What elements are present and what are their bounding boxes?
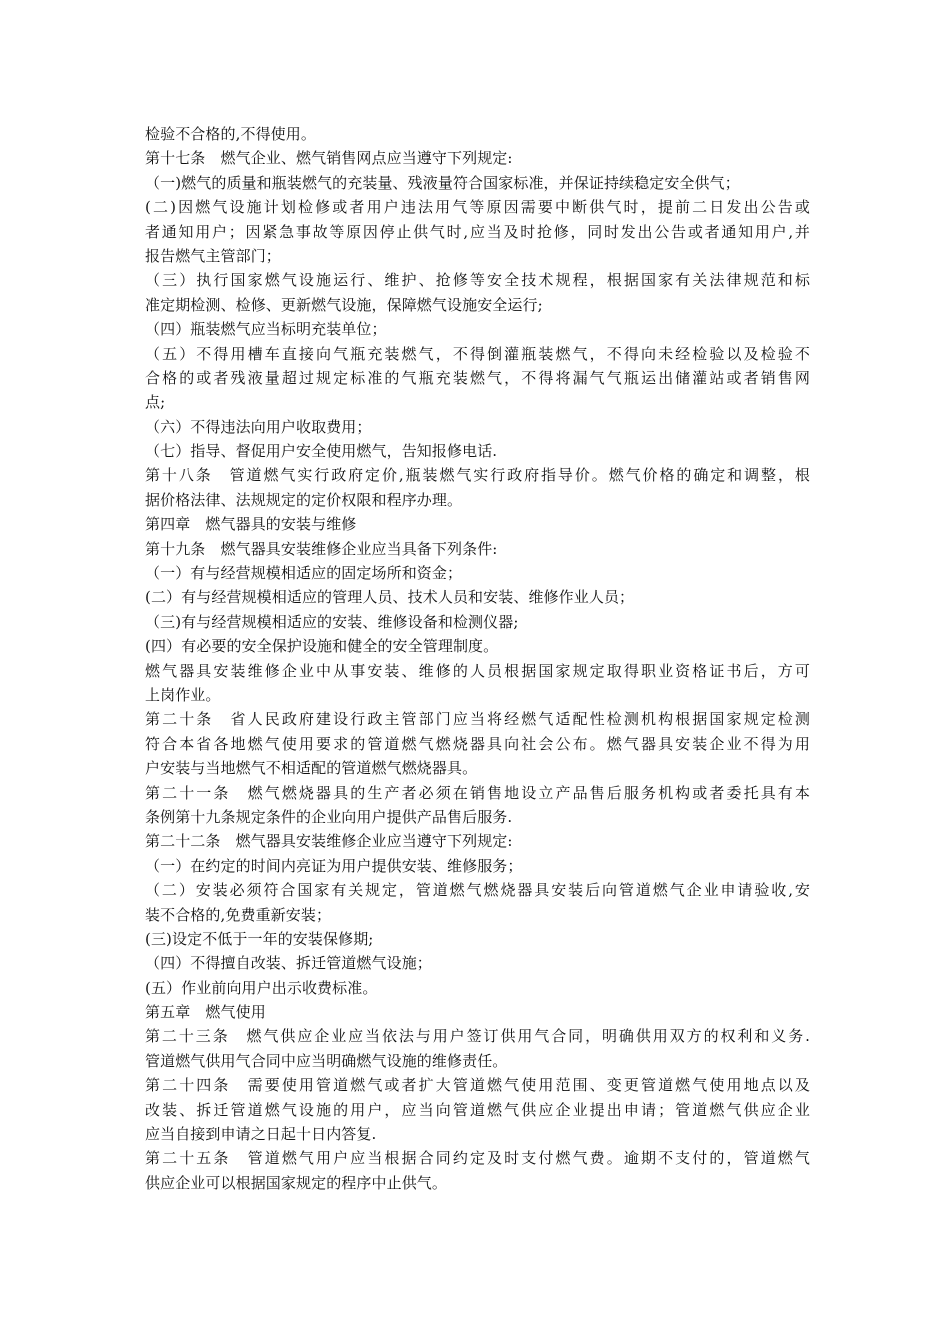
chapter-4-heading: 第四章 燃气器具的安装与维修 (145, 515, 357, 534)
document-body (145, 122, 810, 1195)
chapter-5-heading: 第五章 燃气使用 (145, 1003, 266, 1022)
text-line: （四）不得擅自改装、拆迁管道燃气设施； (145, 954, 432, 973)
article-21-heading: 第二十一条 燃气燃烧器具的生产者必须在销售地设立产品售后服务机构或者委托具有本 (145, 783, 810, 802)
text-line: 应当自接到申请之日起十日内答复. (145, 1125, 377, 1144)
text-line: (五）作业前向用户出示收费标准。 (145, 978, 378, 997)
text-line: 合格的或者残液量超过规定标准的气瓶充装燃气，不得将漏气气瓶运出储灌站或者销售网 (145, 368, 810, 387)
text-line: 供应企业可以根据国家规定的程序中止供气。 (145, 1173, 448, 1192)
text-line: （七）指导、督促用户安全使用燃气，告知报修电话. (145, 442, 498, 461)
text-line: 符合本省各地燃气使用要求的管道燃气燃烧器具向社会公布。燃气器具安装企业不得为用 (145, 734, 810, 753)
text-line: 改装、拆迁管道燃气设施的用户，应当向管道燃气供应企业提出申请；管道燃气供应企业 (145, 1100, 810, 1119)
text-line: 者通知用户；因紧急事故等原因停止供气时,应当及时抢修，同时发出公告或者通知用户,并 (145, 222, 810, 241)
article-25-heading: 第二十五条 管道燃气用户应当根据合同约定及时支付燃气费。逾期不支付的，管道燃气 (145, 1149, 810, 1168)
article-24-heading: 第二十四条 需要使用管道燃气或者扩大管道燃气使用范围、变更管道燃气使用地点以及 (145, 1076, 810, 1095)
text-line: 据价格法律、法规规定的定价权限和程序办理。 (145, 490, 463, 509)
article-19-heading: 第十九条 燃气器具安装维修企业应当具备下列条件: (145, 539, 498, 558)
article-18-heading: 第十八条 管道燃气实行政府定价,瓶装燃气实行政府指导价。燃气价格的确定和调整，根 (145, 466, 810, 485)
text-line: (二）有与经营规模相适应的管理人员、技术人员和安装、维修作业人员； (145, 588, 635, 607)
text-line: （一）有与经营规模相适应的固定场所和资金； (145, 564, 463, 583)
text-line: （一)燃气的质量和瓶装燃气的充装量、残液量符合国家标准，并保证持续稳定安全供气； (145, 173, 740, 192)
text-line: 检验不合格的,不得使用。 (145, 125, 316, 143)
text-line: (四）有必要的安全保护设施和健全的安全管理制度。 (145, 637, 499, 656)
text-line: (三)设定不低于一年的安装保修期; (145, 929, 374, 948)
text-line: 户安装与当地燃气不相适配的管道燃气燃烧器具。 (145, 759, 478, 778)
text-line: （一）在约定的时间内亮证为用户提供安装、维修服务； (145, 856, 523, 875)
text-line: （三）执行国家燃气设施运行、维护、抢修等安全技术规程，根据国家有关法律规范和标 (145, 271, 810, 290)
text-line: 燃气器具安装维修企业中从事安装、维修的人员根据国家规定取得职业资格证书后，方可 (145, 661, 810, 680)
article-22-heading: 第二十二条 燃气器具安装维修企业应当遵守下列规定: (145, 832, 513, 851)
text-line: （四）瓶装燃气应当标明充装单位； (145, 320, 387, 339)
text-line: 准定期检测、检修、更新燃气设施，保障燃气设施安全运行; (145, 295, 543, 314)
text-line: （六）不得违法向用户收取费用； (145, 417, 372, 436)
text-line: 管道燃气供用气合同中应当明确燃气设施的维修责任。 (145, 1051, 508, 1070)
article-17-heading: 第十七条 燃气企业、燃气销售网点应当遵守下列规定: (145, 149, 513, 168)
text-line: 条例第十九条规定条件的企业向用户提供产品售后服务. (145, 807, 513, 826)
article-23-heading: 第二十三条 燃气供应企业应当依法与用户签订供用气合同，明确供用双方的权利和义务. (145, 1027, 810, 1046)
article-20-heading: 第二十条 省人民政府建设行政主管部门应当将经燃气适配性检测机构根据国家规定检测 (145, 710, 810, 729)
text-line: (二)因燃气设施计划检修或者用户违法用气等原因需要中断供气时，提前二日发出公告或 (145, 198, 810, 217)
text-line: （二）安装必须符合国家有关规定，管道燃气燃烧器具安装后向管道燃气企业申请验收,安 (145, 881, 810, 900)
text-line: 上岗作业。 (145, 685, 221, 704)
text-line: （三)有与经营规模相适应的安装、维修设备和检测仪器; (145, 612, 519, 631)
text-line: 报告燃气主管部门； (145, 246, 281, 265)
text-line: 装不合格的,免费重新安装； (145, 905, 332, 924)
text-line: （五）不得用槽车直接向气瓶充装燃气，不得倒灌瓶装燃气，不得向未经检验以及检验不 (145, 344, 810, 363)
text-line: 点; (145, 393, 166, 412)
